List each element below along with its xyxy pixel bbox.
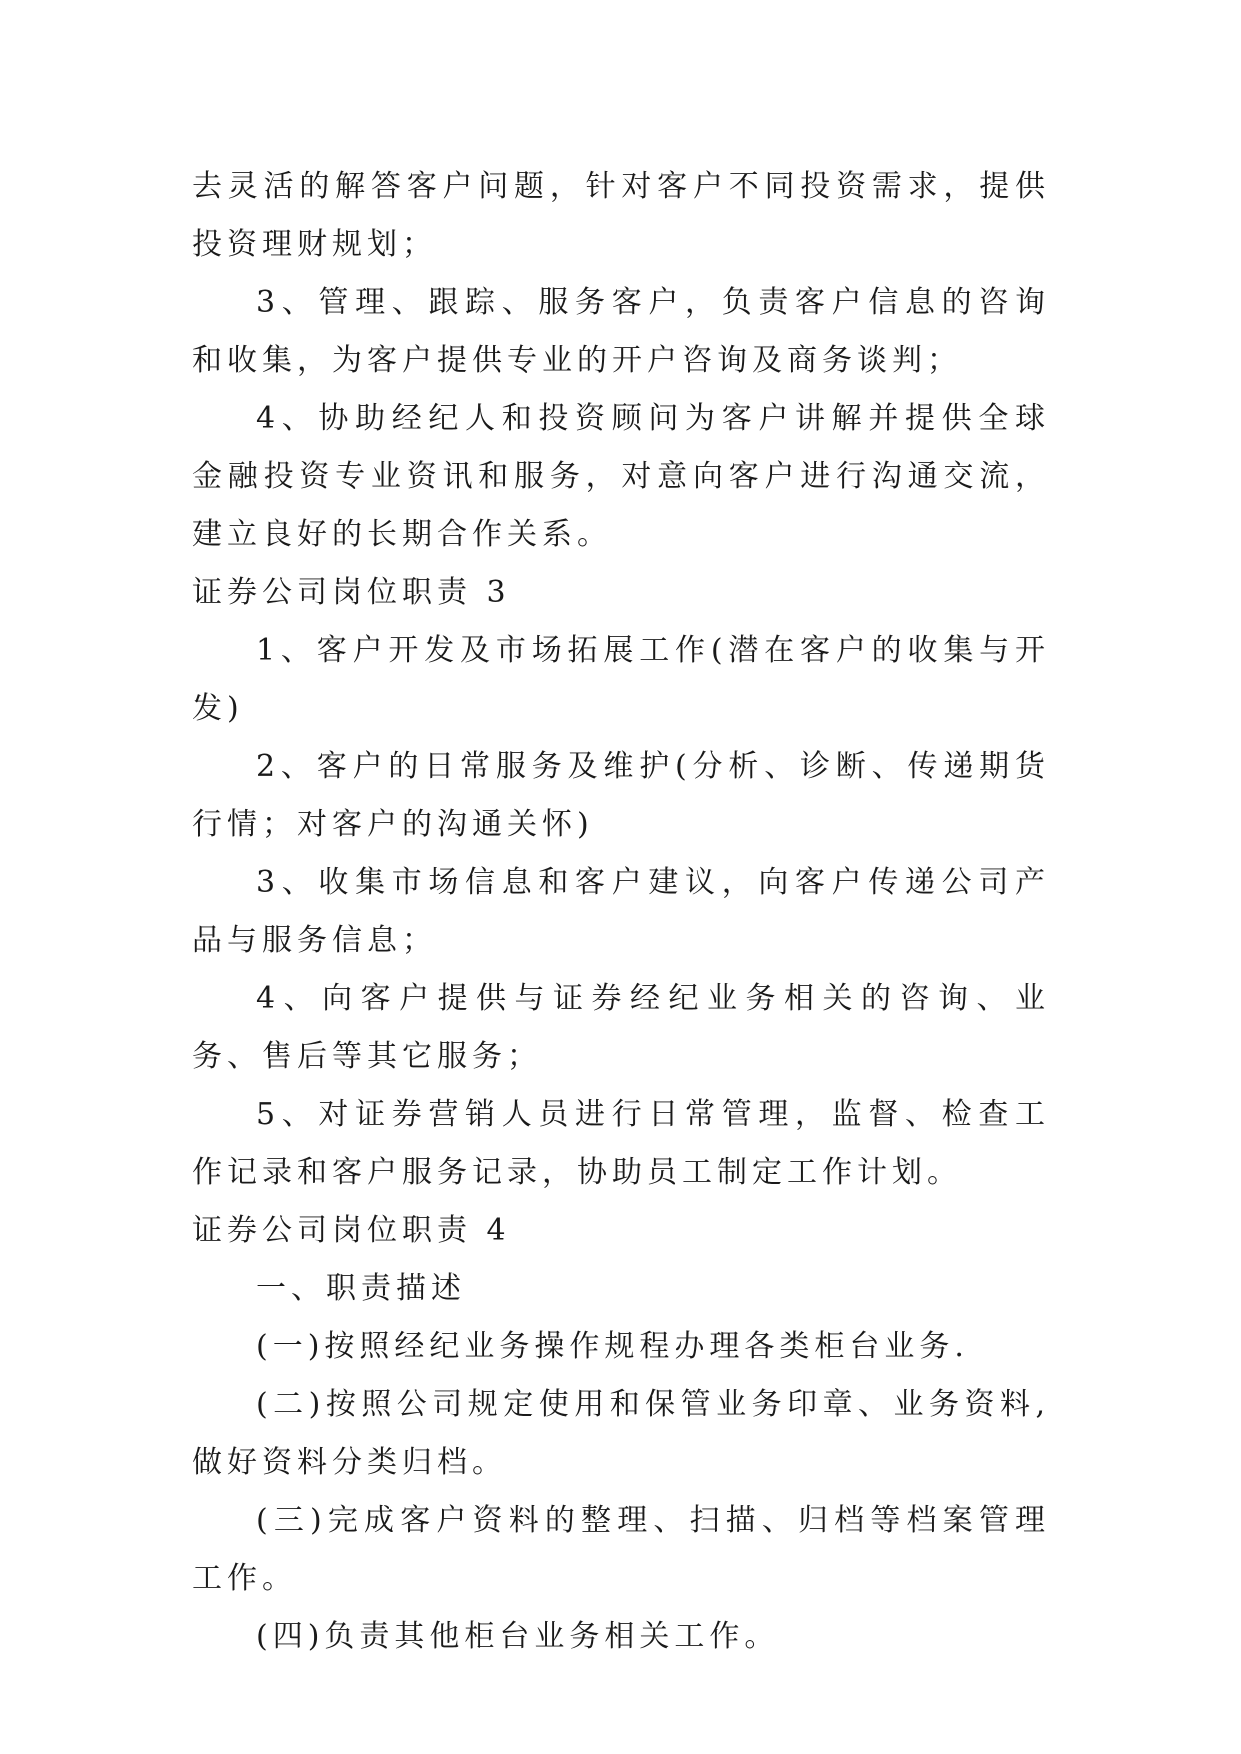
section-heading: 证券公司岗位职责 3	[192, 575, 511, 610]
document-page	[192, 158, 1050, 1666]
paragraph-item: 3、管理、跟踪、服务客户，负责客户信息的咨询和收集，为客户提供专业的开户咨询及商务谈判；	[192, 285, 1050, 378]
paragraph-item: (二)按照公司规定使用和保管业务印章、业务资料,做好资料分类归档。	[192, 1387, 1050, 1480]
paragraph-item: (三)完成客户资料的整理、扫描、归档等档案管理工作。	[192, 1503, 1050, 1596]
paragraph-item: 1、客户开发及市场拓展工作(潜在客户的收集与开发)	[192, 633, 1050, 726]
paragraph-continuation: 去灵活的解答客户问题，针对客户不同投资需求，提供投资理财规划；	[192, 169, 1050, 262]
paragraph-item: 5、对证券营销人员进行日常管理，监督、检查工作记录和客户服务记录，协助员工制定工作计划。	[192, 1097, 1050, 1190]
paragraph-item: (四)负责其他柜台业务相关工作。	[256, 1619, 780, 1654]
section-heading: 证券公司岗位职责 4	[192, 1213, 511, 1248]
paragraph-item: 4、向客户提供与证券经纪业务相关的咨询、业务、售后等其它服务；	[192, 981, 1050, 1074]
paragraph-item: (一)按照经纪业务操作规程办理各类柜台业务.	[256, 1329, 969, 1364]
section-subheading: 一、职责描述	[256, 1271, 466, 1306]
paragraph-item: 2、客户的日常服务及维护(分析、诊断、传递期货行情；对客户的沟通关怀)	[192, 749, 1050, 842]
paragraph-item: 3、收集市场信息和客户建议，向客户传递公司产品与服务信息；	[192, 865, 1050, 958]
paragraph-item: 4、协助经纪人和投资顾问为客户讲解并提供全球金融投资专业资讯和服务，对意向客户进行沟通交流，建立良好的长期合作关系。	[192, 401, 1050, 552]
